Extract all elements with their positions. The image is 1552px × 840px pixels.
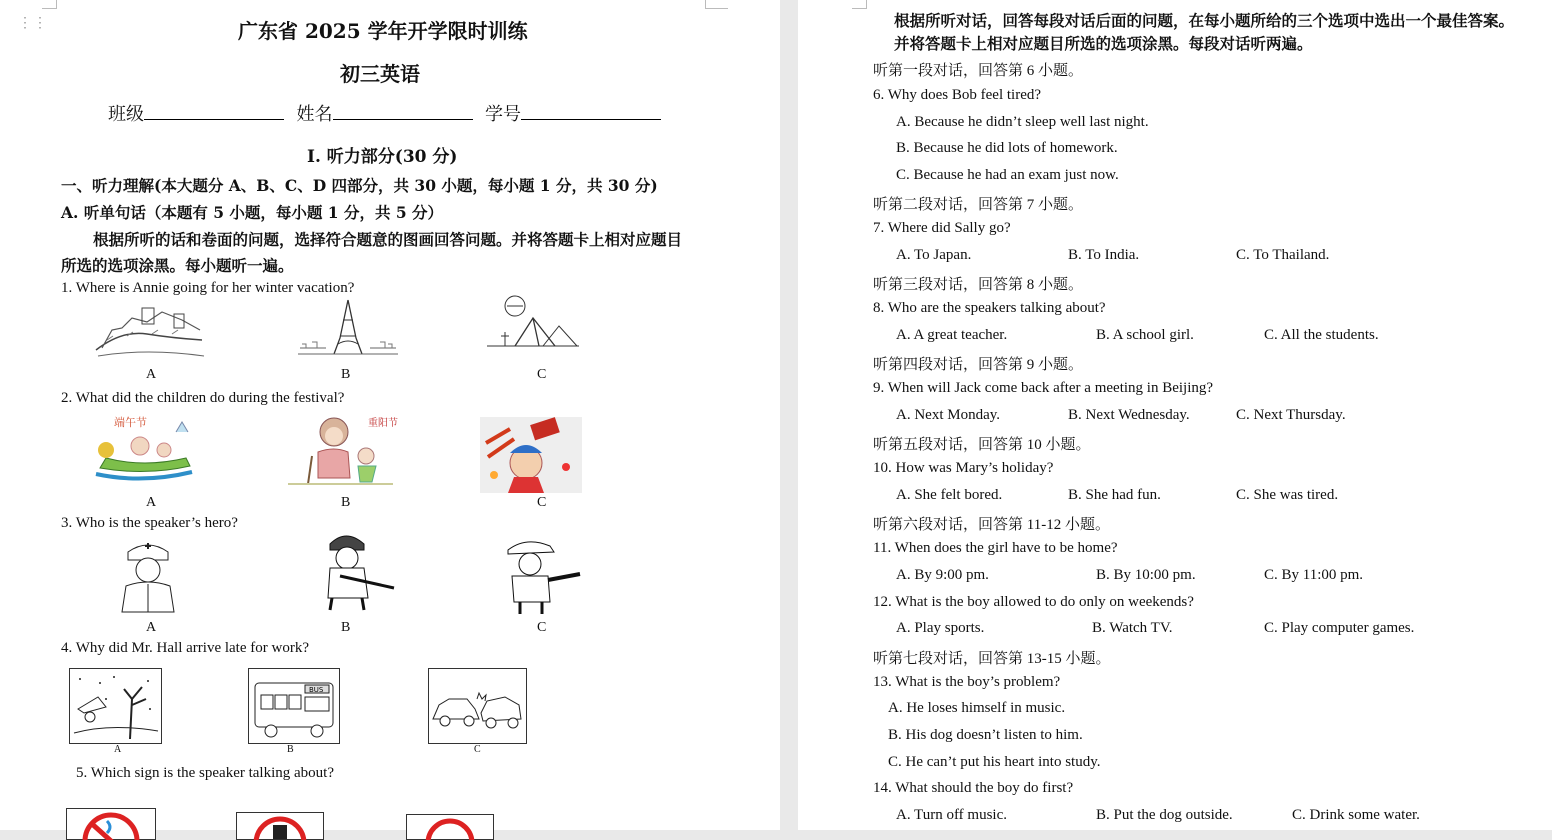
question-5: 5. Which sign is the speaker talking about?	[76, 765, 334, 781]
car-crash-image	[428, 668, 527, 744]
answer-option: B. A school girl.	[1096, 327, 1194, 343]
answer-option: B. His dog doesn’t listen to him.	[888, 727, 1083, 743]
answer-option: B. Because he did lots of homework.	[896, 140, 1118, 156]
question-4: 4. Why did Mr. Hall arrive late for work?	[61, 640, 309, 656]
answer-option: B. Watch TV.	[1092, 620, 1173, 636]
answer-option: A. Play sports.	[896, 620, 985, 636]
dialogue-heading: 听第五段对话，回答第 10 小题。	[873, 437, 1091, 453]
answer-option: A. A great teacher.	[896, 327, 1008, 343]
answer-option: C. By 11:00 pm.	[1264, 567, 1364, 583]
snowstorm-image	[69, 668, 162, 744]
option-label: A	[114, 744, 122, 755]
option-label: A	[146, 495, 157, 510]
document-page-right	[798, 0, 1552, 830]
page-corner-mark	[42, 0, 57, 9]
answer-option: C. Drink some water.	[1292, 807, 1420, 823]
section-heading: 一、听力理解(本大题分 A、B、C、D 四部分，共 30 小题，每小题 1 分，共 30 分)	[61, 176, 658, 195]
bus-image	[248, 668, 340, 744]
answer-option: A. Because he didn’t sleep well last night.	[896, 114, 1149, 130]
answer-option: B. To India.	[1068, 247, 1140, 263]
dialogue-heading: 听第三段对话，回答第 8 小题。	[873, 277, 1084, 293]
question: 12. What is the boy allowed to do only on weekends?	[873, 594, 1194, 610]
option-label: B	[341, 620, 351, 635]
question: 11. When does the girl have to be home?	[873, 540, 1118, 556]
part-title: Ⅰ. 听力部分(30 分)	[307, 147, 458, 167]
option-label: B	[341, 367, 351, 382]
no-entry-sign-image	[406, 814, 494, 840]
eiffel-tower-image	[296, 298, 400, 358]
question-2: 2. What did the children do during the festival?	[61, 390, 345, 406]
question-1: 1. Where is Annie going for her winter vacation?	[61, 280, 355, 296]
instruction-line: 并将答题卡上相对应题目所选的选项涂黑。每段对话听两遍。	[894, 34, 1313, 53]
answer-option: A. He loses himself in music.	[888, 700, 1066, 716]
question: 10. How was Mary’s holiday?	[873, 460, 1054, 476]
number-blank[interactable]	[521, 101, 661, 120]
dialogue-heading: 听第一段对话，回答第 6 小题。	[873, 63, 1084, 79]
name-label: 姓名	[296, 104, 333, 124]
question: 8. Who are the speakers talking about?	[873, 300, 1106, 316]
document-page-left	[0, 0, 780, 830]
instruction-line: 根据所听对话，回答每段对话后面的问题，在每小题所给的三个选项中选出一个最佳答案。	[894, 11, 1515, 30]
answer-option: A. Turn off music.	[896, 807, 1007, 823]
doc-subtitle: 初三英语	[340, 62, 420, 86]
dialogue-heading: 听第六段对话，回答第 11-12 小题。	[873, 517, 1110, 533]
answer-option: C. Because he had an exam just now.	[896, 167, 1119, 183]
option-label: C	[537, 620, 547, 635]
student-info-fields	[108, 100, 669, 126]
police-officer-image	[496, 536, 584, 614]
answer-option: C. He can’t put his heart into study.	[888, 754, 1101, 770]
answer-option: B. She had fun.	[1068, 487, 1161, 503]
answer-option: B. By 10:00 pm.	[1096, 567, 1196, 583]
festival-text: 端午节	[114, 416, 147, 429]
doc-title: 广东省 2025 学年开学限时训练	[238, 19, 528, 43]
bus-sign-text: BUS	[309, 686, 324, 694]
name-blank[interactable]	[333, 101, 473, 120]
doctor-image	[108, 538, 190, 614]
answer-option: A. To Japan.	[896, 247, 972, 263]
option-label: C	[537, 367, 547, 382]
instruction-line: 根据所听的话和卷面的问题，选择符合题意的图画回答问题。并将答题卡上相对应题目	[93, 230, 683, 249]
pyramid-image	[485, 292, 580, 358]
answer-option: A. She felt bored.	[896, 487, 1003, 503]
number-label: 学号	[485, 104, 521, 124]
dialogue-heading: 听第四段对话，回答第 9 小题。	[873, 357, 1084, 373]
answer-option: A. Next Monday.	[896, 407, 1001, 423]
page-corner-mark	[705, 0, 728, 9]
option-label: A	[146, 620, 157, 635]
festival-text: 重阳节	[368, 418, 398, 429]
firecracker-image	[480, 417, 582, 493]
question: 13. What is the boy’s problem?	[873, 674, 1061, 690]
instruction-line: 所选的选项涂黑。每小题听一遍。	[61, 256, 294, 275]
answer-option: C. Play computer games.	[1264, 620, 1415, 636]
option-label: A	[146, 367, 157, 382]
question: 6. Why does Bob feel tired?	[873, 87, 1042, 103]
class-blank[interactable]	[144, 101, 284, 120]
answer-option: B. Next Wednesday.	[1068, 407, 1190, 423]
dragon-boat-image	[92, 412, 198, 488]
soldier-image	[310, 528, 396, 612]
grandparents-image	[288, 412, 398, 488]
answer-option: C. To Thailand.	[1236, 247, 1330, 263]
option-label: C	[474, 744, 481, 755]
answer-option: C. She was tired.	[1236, 487, 1339, 503]
option-label: B	[341, 495, 351, 510]
dialogue-heading: 听第七段对话，回答第 13-15 小题。	[873, 651, 1111, 667]
answer-option: B. Put the dog outside.	[1096, 807, 1233, 823]
option-label: C	[537, 495, 547, 510]
no-phone-sign-image	[236, 812, 324, 840]
drag-handle-icon[interactable]: ⋮⋮	[18, 16, 48, 31]
answer-option: C. All the students.	[1264, 327, 1379, 343]
no-smoking-sign-image	[66, 808, 156, 840]
section-a-heading: A. 听单句话（本题有 5 小题，每小题 1 分，共 5 分）	[61, 203, 444, 222]
answer-option: A. By 9:00 pm.	[896, 567, 989, 583]
question: 14. What should the boy do first?	[873, 780, 1074, 796]
question: 7. Where did Sally go?	[873, 220, 1011, 236]
page-corner-mark	[852, 0, 867, 9]
question-3: 3. Who is the speaker’s hero?	[61, 515, 238, 531]
great-wall-image	[92, 300, 207, 362]
class-label: 班级	[108, 104, 144, 124]
question: 9. When will Jack come back after a meeting in Beijing?	[873, 380, 1214, 396]
dialogue-heading: 听第二段对话，回答第 7 小题。	[873, 197, 1084, 213]
answer-option: C. Next Thursday.	[1236, 407, 1346, 423]
option-label: B	[287, 744, 294, 755]
